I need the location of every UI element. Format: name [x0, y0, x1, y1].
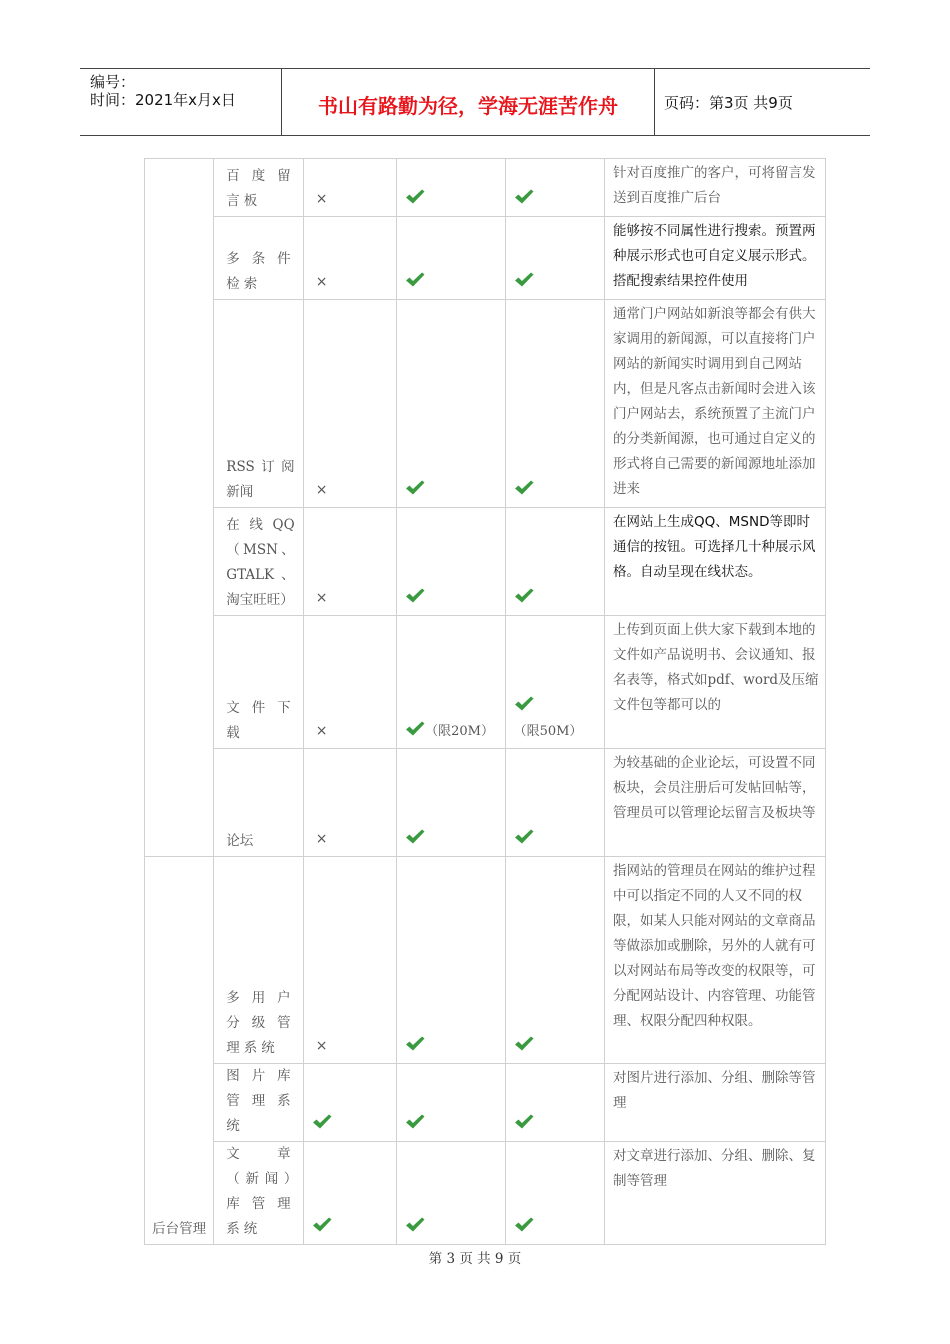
feature-description: 针对百度推广的客户，可将留言发送到百度推广后台	[605, 159, 826, 217]
feature-name: 多用户分级管理系统	[214, 857, 303, 1064]
table-row	[145, 1064, 826, 1142]
doc-code-label: 编号：	[90, 73, 136, 91]
cross-mark: ×	[315, 274, 328, 290]
feature-description: 为较基础的企业论坛，可设置不同板块，会员注册后可发帖回帖等，管理员可以管理论坛留言及板块等	[605, 749, 826, 857]
feature-name: 文件下载	[214, 616, 303, 749]
feature-description: 能够按不同属性进行搜索。预置两种展示形式也可自定义展示形式。搭配搜索结果控件使用	[605, 217, 826, 300]
check-icon	[312, 1113, 332, 1130]
feature-name: 图片库管理系统	[214, 1064, 303, 1142]
check-icon	[514, 587, 534, 604]
feature-name: 在线QQ（MSN、GTALK、淘宝旺旺）	[214, 508, 303, 616]
table-row	[145, 300, 826, 508]
check-icon	[405, 1035, 425, 1052]
table-row	[145, 508, 826, 616]
feature-name: 论坛	[214, 749, 303, 857]
cross-mark: ×	[315, 482, 328, 498]
check-icon	[405, 479, 425, 496]
check-icon	[405, 720, 425, 737]
feature-name: RSS订阅新闻	[214, 300, 303, 508]
check-icon	[514, 1035, 534, 1052]
table-row	[145, 217, 826, 300]
header-motto: 书山有路勤为径，学海无涯苦作舟	[318, 94, 618, 118]
cross-mark: ×	[315, 590, 328, 606]
header-bottom-rule	[80, 135, 870, 136]
check-icon	[405, 1113, 425, 1130]
cross-mark: ×	[315, 1038, 328, 1054]
feature-description: 上传到页面上供大家下载到本地的文件如产品说明书、会议通知、报名表等，格式如pdf、word及压缩文件包等都可以的	[605, 616, 826, 749]
check-icon	[405, 271, 425, 288]
check-icon	[405, 188, 425, 205]
check-icon	[514, 271, 534, 288]
category-backend: 后台管理	[145, 857, 214, 1245]
cross-mark: ×	[315, 191, 328, 207]
page-footer: 第 3 页 共 9 页	[428, 1251, 522, 1267]
cross-mark: ×	[315, 831, 328, 847]
table-row	[145, 1142, 826, 1245]
feature-description: 对文章进行添加、分组、删除、复制等管理	[605, 1142, 826, 1245]
table-row	[145, 749, 826, 857]
check-icon	[514, 695, 534, 712]
doc-time-label: 时间：2021年x月x日	[90, 91, 236, 109]
check-icon	[405, 828, 425, 845]
feature-name: 文章（新闻）库管理系统	[214, 1142, 303, 1245]
table-row	[145, 616, 826, 749]
table-row	[145, 857, 826, 1064]
category-cell-blank	[145, 159, 214, 857]
check-icon	[514, 188, 534, 205]
check-icon	[514, 1216, 534, 1233]
feature-description: 在网站上生成QQ、MSND等即时通信的按钮。可选择几十种展示风格。自动呈现在线状态。	[605, 508, 826, 616]
feature-description: 通常门户网站如新浪等都会有供大家调用的新闻源，可以直接将门户网站的新闻实时调用到自己网站内，但是凡客点击新闻时会进入该门户网站去，系统预置了主流门户的分类新闻源，也可通过自定义的形式将自己需要的新闻源地址添加进来	[605, 300, 826, 508]
header-page-label: 页码：第3页 共9页	[664, 94, 793, 112]
feature-description: 对图片进行添加、分组、删除等管理	[605, 1064, 826, 1142]
check-icon	[514, 1113, 534, 1130]
header-divider-right	[654, 68, 655, 136]
size-limit-note: （限20M）	[425, 724, 494, 739]
table-row	[145, 159, 826, 217]
check-icon	[514, 479, 534, 496]
feature-name: 多条件检索	[214, 217, 303, 300]
feature-name: 百度留言板	[214, 159, 303, 217]
feature-description: 指网站的管理员在网站的维护过程中可以指定不同的人又不同的权限，如某人只能对网站的文章商品等做添加或删除，另外的人就有可以对网站布局等改变的权限等，可分配网站设计、内容管理、功能管理、权限分配四种权限。	[605, 857, 826, 1064]
size-limit-note: （限50M）	[513, 724, 583, 739]
check-icon	[312, 1216, 332, 1233]
check-icon	[514, 828, 534, 845]
feature-table	[144, 158, 826, 1245]
cross-mark: ×	[315, 723, 328, 739]
check-icon	[405, 587, 425, 604]
header-top-rule	[80, 68, 870, 69]
check-icon	[405, 1216, 425, 1233]
